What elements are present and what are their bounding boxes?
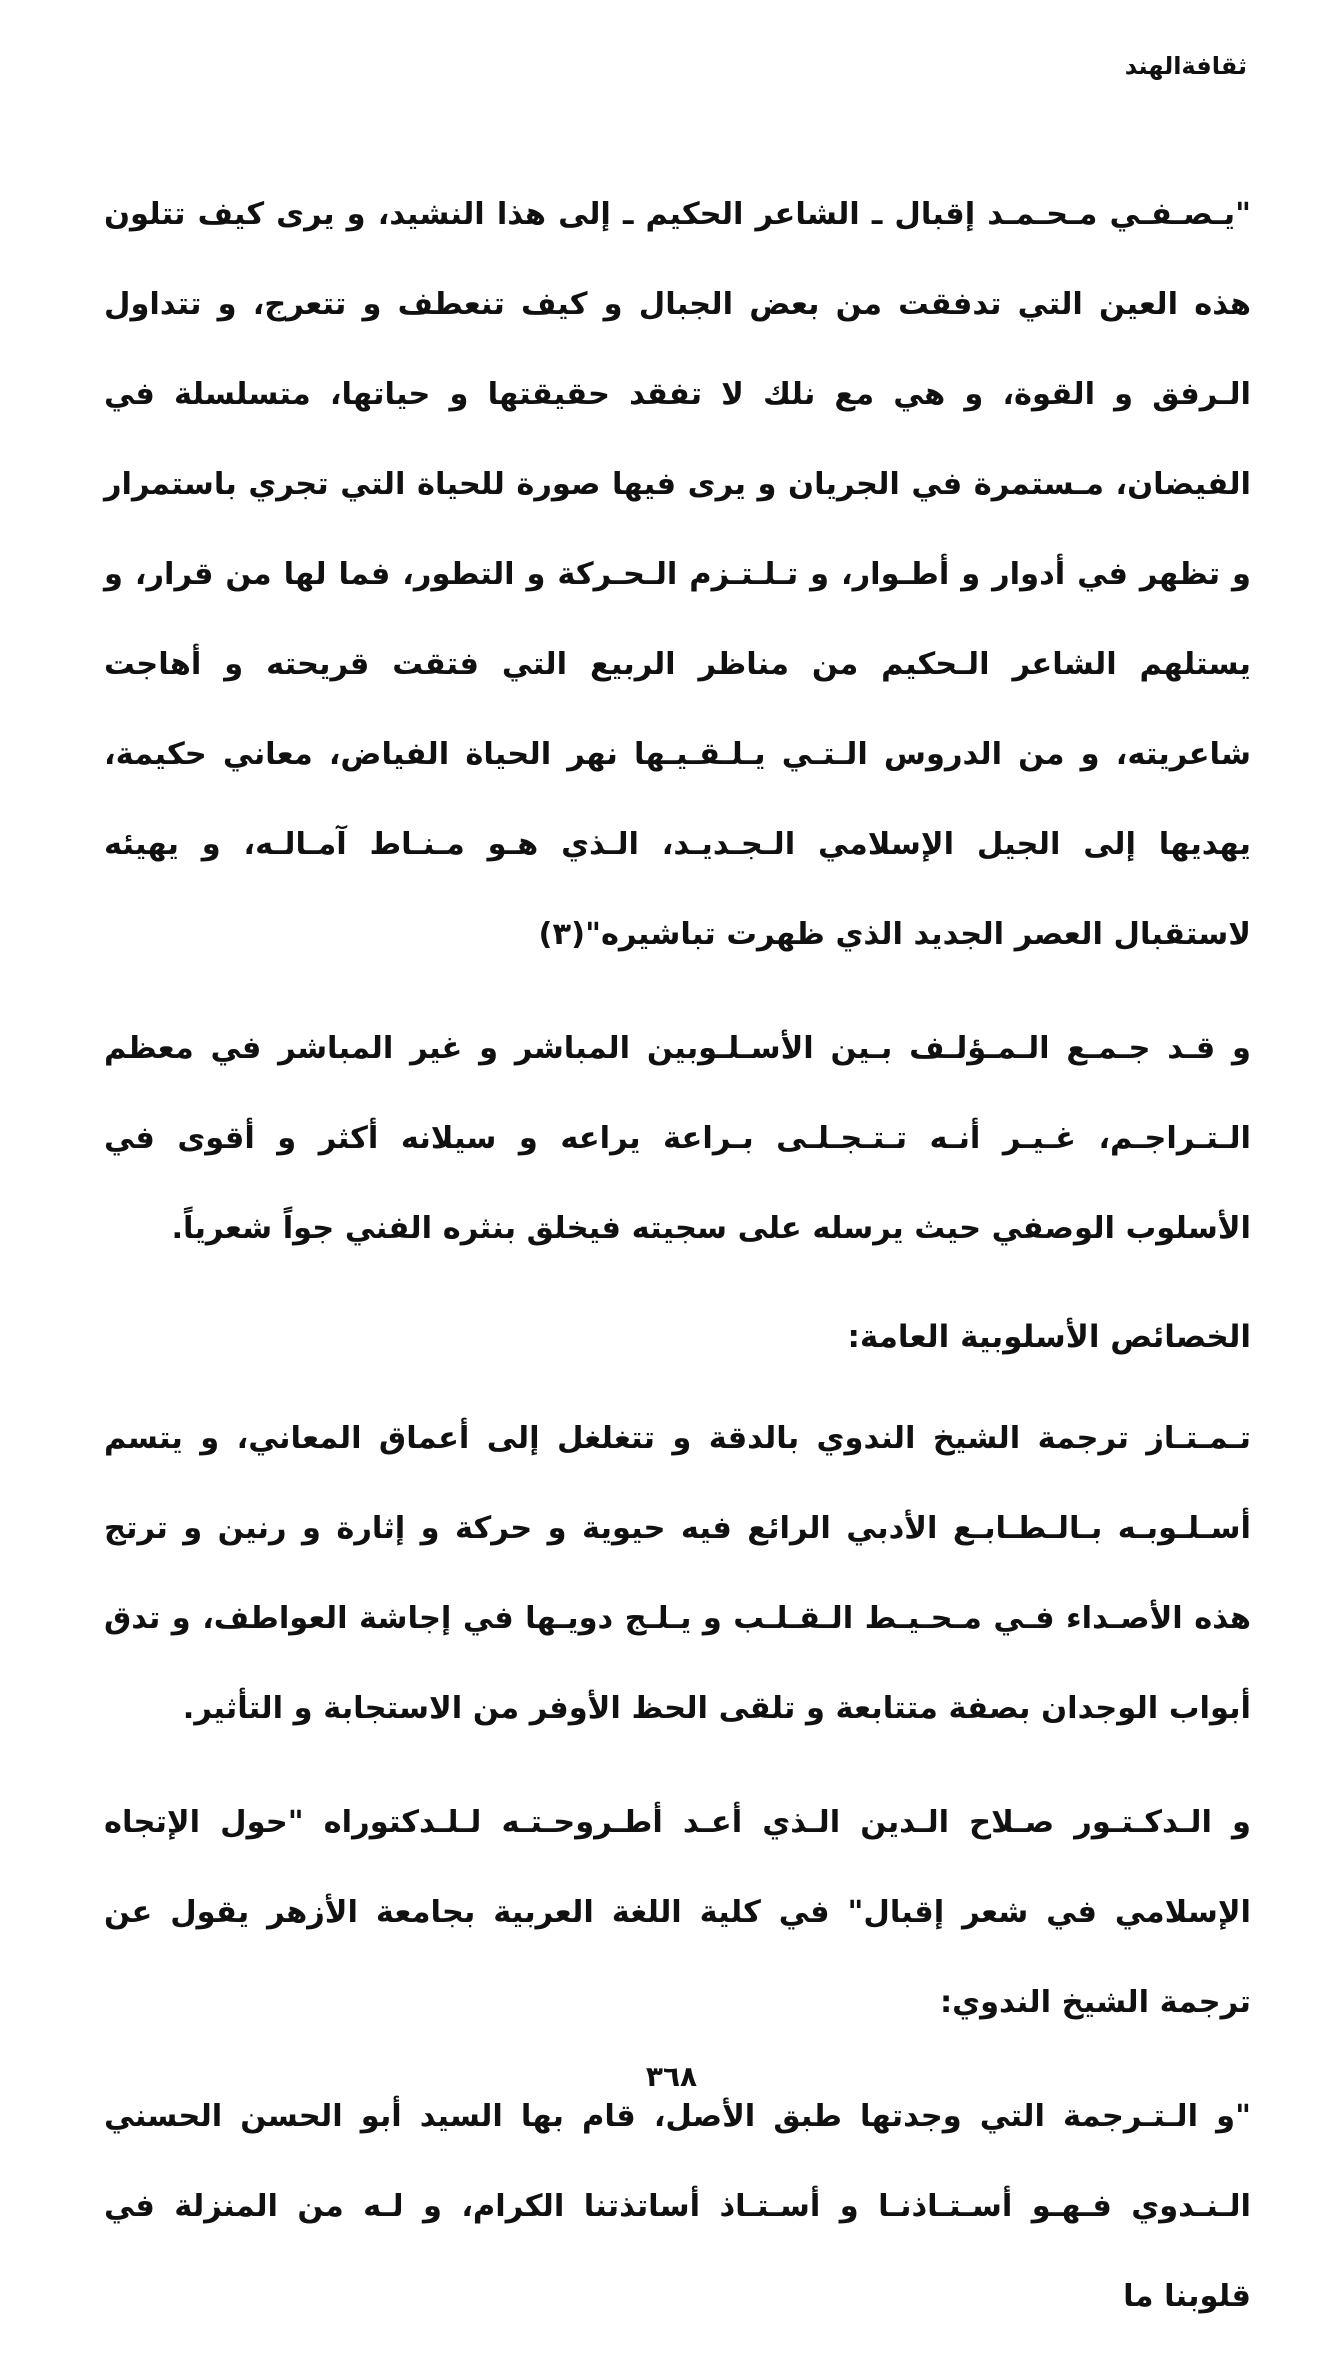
paragraph-translation-qualities: تـمـتـاز ترجمة الشيخ الندوي بالدقة و تتغلغل إلى أعماق المعاني، و يتسم أسـلـوبـه بـالـطـابـع الأدبي الرائع فيه حيوية و حركة و إثارة و رنين و ترتج هذه الأصـداء فـي مـحـيـط الـقـلـب و يـلـج دويـها في إجاشة العواطف، و تدق أبواب الوجدان بصفة متتابعة و تلقى الحظ الأوفر من الاستجابة و التأثير. [104, 1421, 1251, 1726]
body-text [104, 170, 1251, 2366]
quoted-paragraph-iqbal: "يـصـفـي مـحـمـد إقبال ـ الشاعر الحكيم ـ إلى هذا النشيد، و يرى كيف تتلون هذه العين التي تدفقت من بعض الجبال و كيف تنعطف و تتعرج، و تتداول الـرفق و القوة، و هي مع نلك لا تفقد حقيقتها و حياتها، متسلسلة في الفيضان، مـستمرة في الجريان و يرى فيها صورة للحياة التي تجري باستمرار و تظهر في أدوار و أطـوار، و تـلـتـزم الـحـركة و التطور، فما لها من قرار، و يستلهم الشاعر الـحكيم من مناظر الربيع التي فتقت قريحته و أهاجت شاعريته، و من الدروس الـتـي يـلـقـيـها نهر الحياة الفياض، معاني حكيمة، يهديها إلى الجيل الإسلامي الـجـديـد، الـذي هـو مـنـاط آمـالـه، و يهيئه لاستقبال العصر الجديد الذي ظهرت تباشيره"(٣) [104, 197, 1251, 952]
running-header: ثقافةالهند [1124, 52, 1247, 80]
page-number: ٣٦٨ [645, 2060, 698, 2093]
quoted-paragraph-translation: "و الـتـرجمة التي وجدتها طبق الأصل، قام بها السيد أبو الحسن الحسني الـنـدوي فـهـو أسـتـاذنـا و أسـتـاذ أساتذتنا الكرام، و لـه من المنزلة في قلوبنا ما [104, 2099, 1251, 2314]
paragraph-dr-salahuddin: و الـدكـتـور صـلاح الـدين الـذي أعـد أطـروحـتـه لـلـدكتوراه "حول الإتجاه الإسلامي في شعر إقبال" في كلية اللغة العربية بجامعة الأزهر يقول عن ترجمة الشيخ الندوي: [104, 1805, 1251, 2020]
section-heading: الخصائص الأسلوبية العامة: [847, 1319, 1251, 1355]
paragraph-author-style: و قـد جـمـع الـمـؤلـف بـين الأسـلـوبين المباشر و غير المباشر في معظم الـتـراجـم، غـيـر أنـه تـتـجـلـى بـراعة يراعه و سيلانه أكثر و أقوى في الأسلوب الوصفي حيث يرسله على سجيته فيخلق بنثره الفني جواً شعرياً. [104, 1031, 1251, 1246]
